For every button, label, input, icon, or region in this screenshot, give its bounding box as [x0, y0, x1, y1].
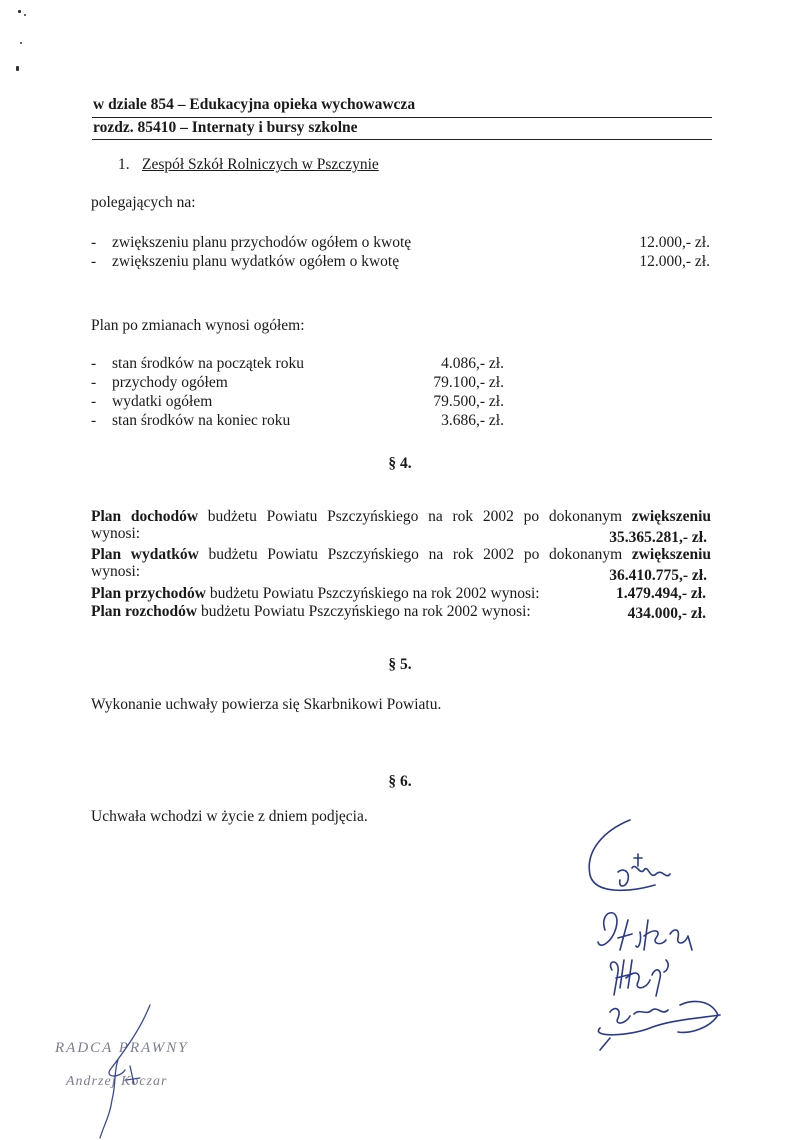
school-name: Zespół Szkół Rolniczych w Pszczynie — [142, 156, 379, 173]
plan-wydatki-text: budżetu Powiatu Pszczyńskiego na rok 2002 po dokonanym — [208, 546, 623, 563]
plan-amount: 79.100,- zł. — [433, 374, 504, 391]
plan-dochody-label: Plan dochodów — [91, 508, 199, 525]
scan-speck — [16, 66, 19, 71]
header-line-2: rozdz. 85410 – Internaty i bursy szkolne — [93, 119, 358, 136]
section-6-text: Uchwała wchodzi w życie z dniem podjęcia. — [91, 808, 368, 825]
scan-speck — [20, 42, 22, 44]
item-number: 1. — [118, 156, 130, 173]
signatures-image — [570, 810, 740, 1060]
stamp-signature-image — [80, 1000, 170, 1140]
change-dash: - — [91, 234, 97, 251]
plan-dochody-wynosi: wynosi: — [91, 525, 141, 542]
section-4-heading: § 4. — [388, 455, 412, 472]
plan-dash: - — [91, 412, 97, 429]
header-line-1: w dziale 854 – Edukacyjna opieka wychowawcza — [93, 96, 416, 113]
plan-dochody-line — [91, 508, 711, 526]
plan-rozchody-text: budżetu Powiatu Pszczyńskiego na rok 2002 wynosi: — [200, 603, 531, 620]
intro-text: polegających na: — [91, 194, 196, 211]
scan-speck — [18, 10, 21, 13]
plan-rozchody-line — [91, 603, 531, 621]
plan-rozchody-label: Plan rozchodów — [91, 603, 198, 620]
plan-wydatki-amount: 36.410.775,- zł. — [609, 567, 707, 584]
plan-label: stan środków na koniec roku — [112, 412, 291, 429]
plan-wydatki-wynosi: wynosi: — [91, 563, 141, 580]
plan-przychody-amount: 1.479.494,- zł. — [616, 585, 706, 602]
plan-dochody-increase: zwiększeniu — [631, 508, 711, 525]
plan-dochody-text: budżetu Powiatu Pszczyńskiego na rok 2002 po dokonanym — [207, 508, 623, 525]
header-rule — [92, 117, 712, 118]
change-amount: 12.000,- zł. — [639, 253, 710, 270]
plan-dash: - — [91, 374, 97, 391]
plan-label: przychody ogółem — [112, 374, 228, 391]
plan-label: stan środków na początek roku — [112, 355, 304, 372]
plan-label: wydatki ogółem — [112, 393, 213, 410]
plan-przychody-label: Plan przychodów — [91, 585, 206, 602]
change-label: zwiększeniu planu wydatków ogółem o kwotę — [112, 253, 400, 270]
stamp-title: RADCA PRAWNY — [55, 1040, 189, 1056]
section-5-heading: § 5. — [388, 656, 412, 673]
plan-wydatki-line — [91, 546, 711, 564]
change-dash: - — [91, 253, 97, 270]
plan-amount: 79.500,- zł. — [433, 393, 504, 410]
plan-dochody-amount: 35.365.281,- zł. — [609, 529, 707, 546]
plan-amount: 3.686,- zł. — [441, 412, 504, 429]
change-amount: 12.000,- zł. — [639, 234, 710, 251]
plan-rozchody-amount: 434.000,- zł. — [627, 605, 706, 622]
plan-dash: - — [91, 393, 97, 410]
stamp-name: Andrzej Koczar — [66, 1074, 168, 1089]
plan-przychody-text: budżetu Powiatu Pszczyńskiego na rok 2002 wynosi: — [209, 585, 540, 602]
plan-wydatki-increase: zwiększeniu — [631, 546, 712, 563]
plan-wydatki-label: Plan wydatków — [91, 546, 199, 563]
scan-speck — [24, 14, 26, 16]
plan-intro: Plan po zmianach wynosi ogółem: — [91, 317, 305, 334]
plan-amount: 4.086,- zł. — [441, 355, 504, 372]
change-label: zwiększeniu planu przychodów ogółem o kwotę — [112, 234, 412, 251]
section-6-heading: § 6. — [388, 773, 412, 790]
plan-dash: - — [91, 355, 97, 372]
plan-przychody-line — [91, 585, 540, 603]
header-rule-bottom — [92, 139, 712, 140]
section-5-text: Wykonanie uchwały powierza się Skarbnikowi Powiatu. — [91, 696, 442, 713]
